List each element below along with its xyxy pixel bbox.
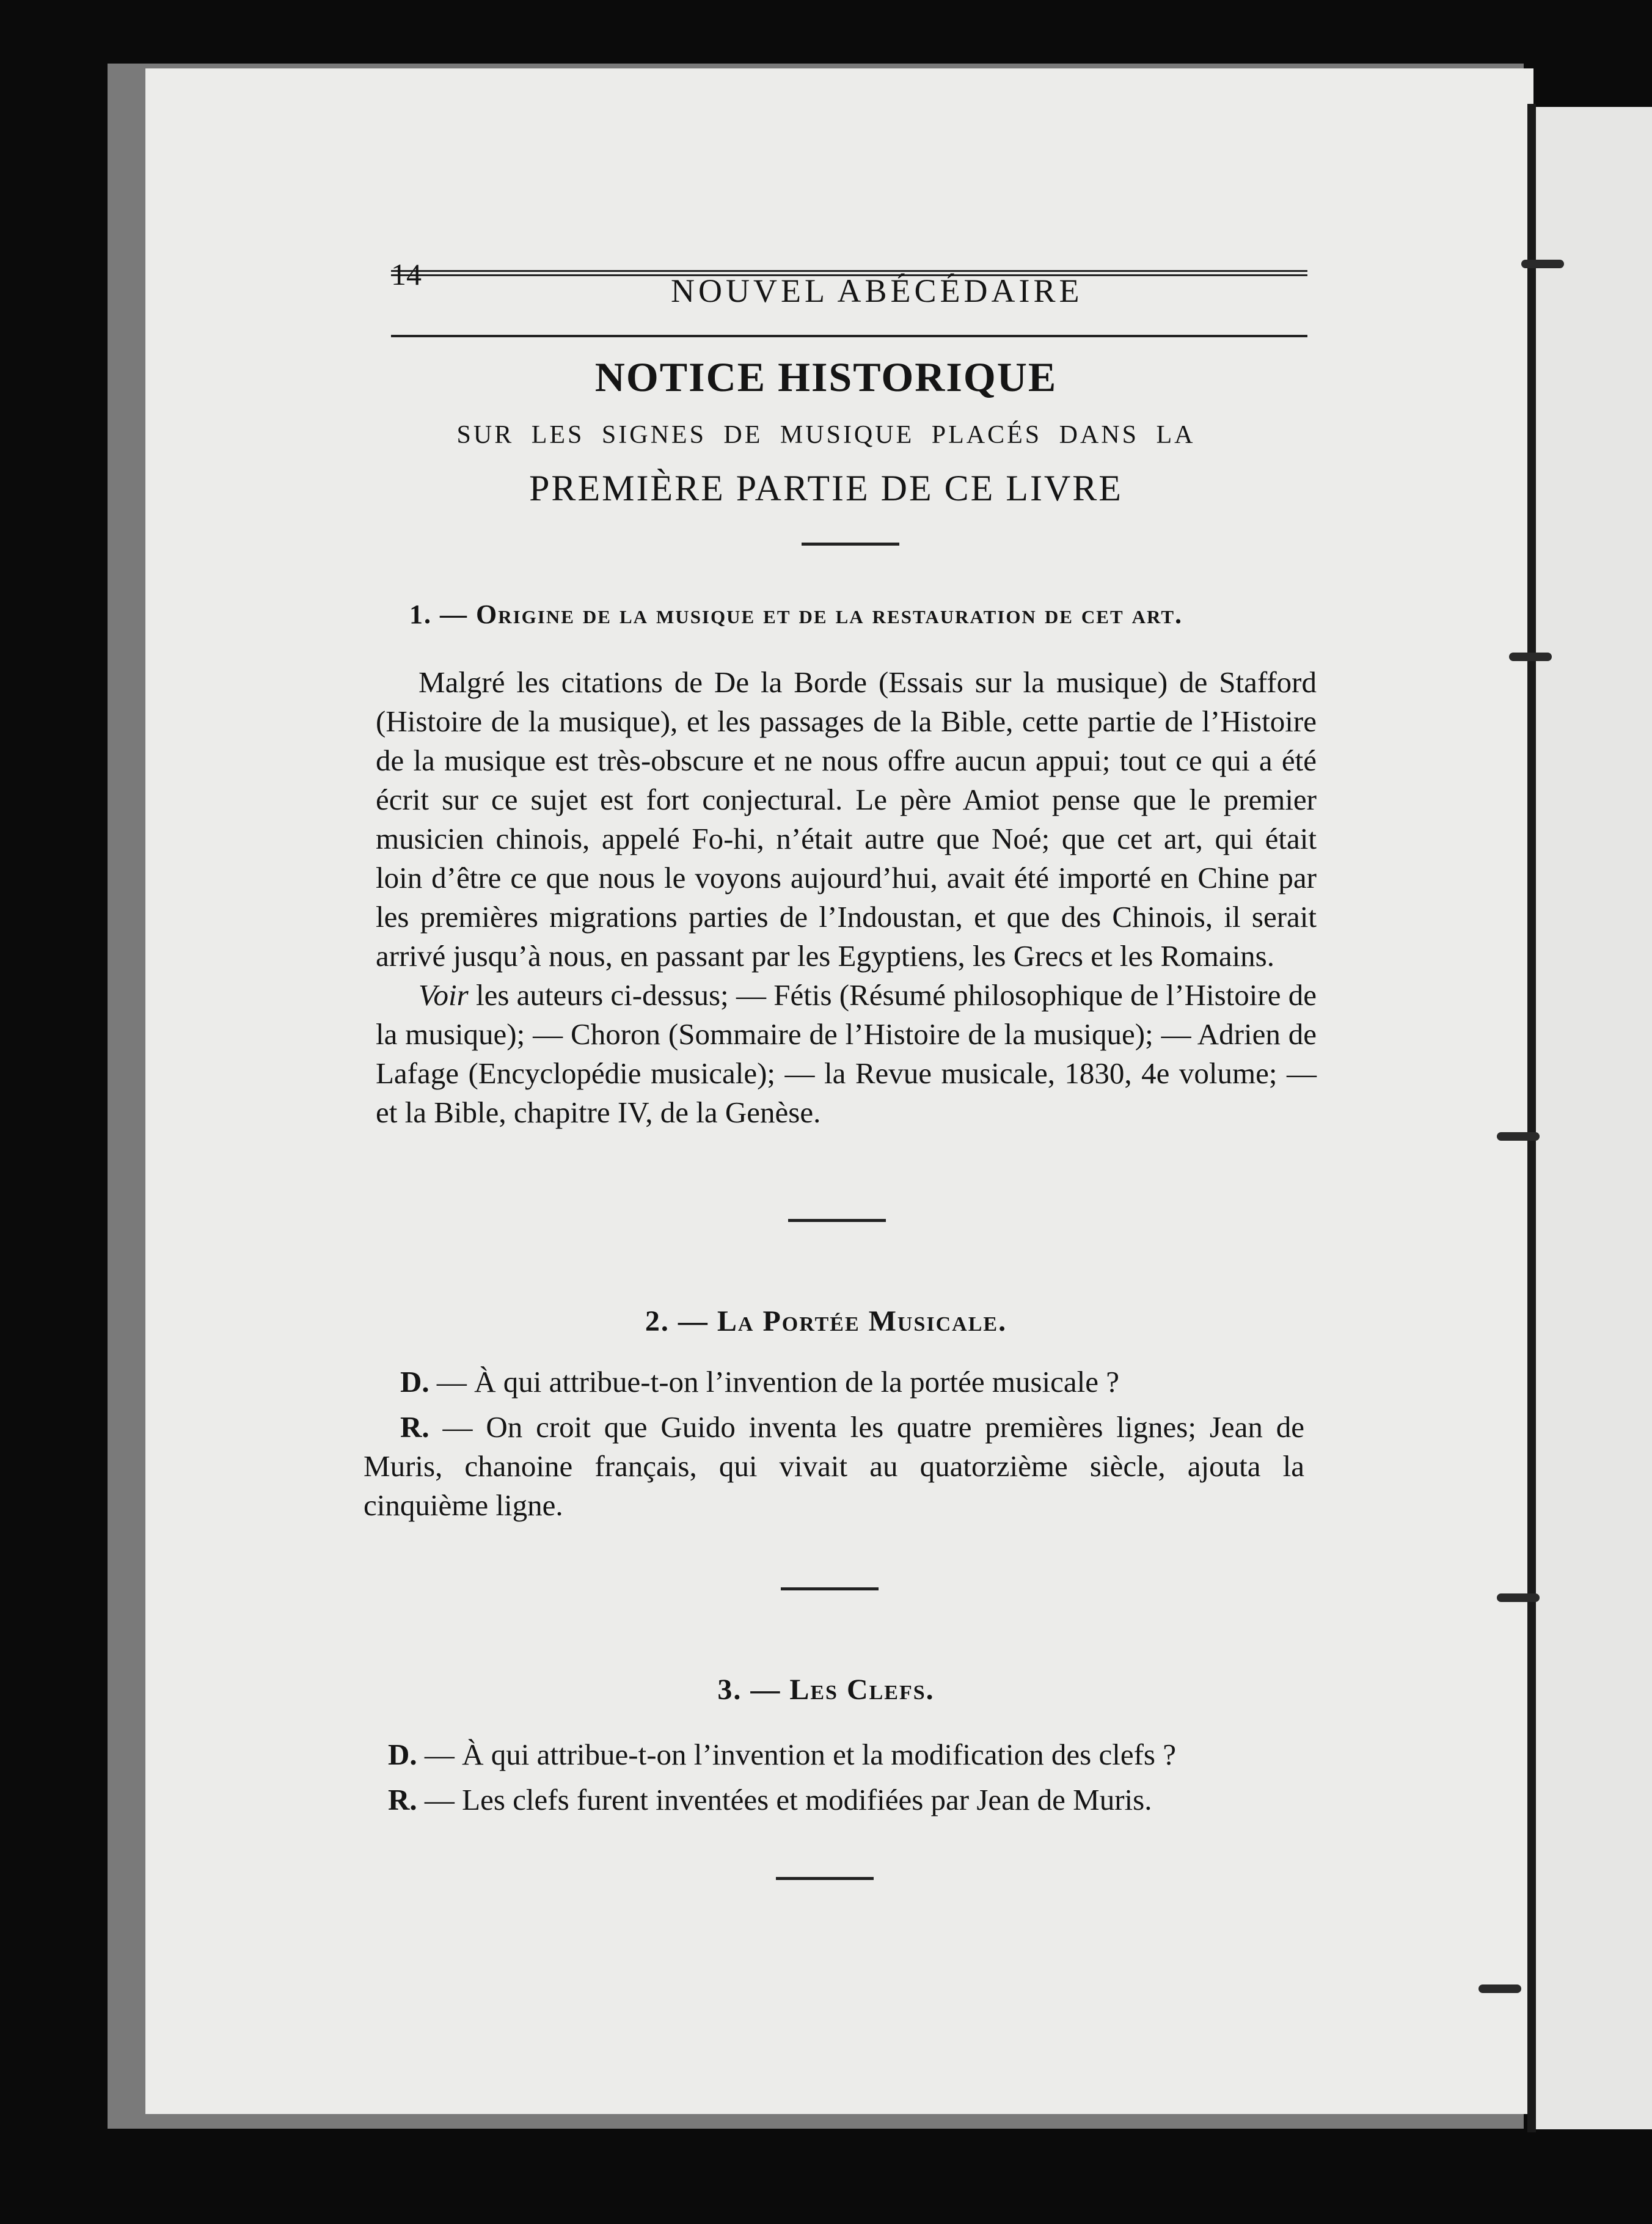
binding-stitch	[1497, 1593, 1540, 1602]
section-heading: 2. — La Portée Musicale.	[645, 1305, 1007, 1337]
section-heading: 3. — Les Clefs.	[717, 1673, 935, 1706]
question-text: — À qui attribue-t-on l’invention et la modification des clefs ?	[417, 1738, 1176, 1771]
answer-text: — Les clefs furent inventées et modifiées par Jean de Muris.	[417, 1783, 1152, 1816]
question-label: D.	[388, 1738, 417, 1771]
answer-label: R.	[388, 1783, 417, 1816]
divider	[776, 1877, 874, 1880]
paragraph-lead: Voir	[418, 978, 469, 1012]
binding-stitch	[1497, 1132, 1540, 1141]
question-answer	[364, 1363, 1304, 1531]
question	[364, 1363, 1304, 1402]
section-body	[376, 663, 1317, 1132]
question-answer	[388, 1735, 1304, 1826]
page-subtitle: PREMIÈRE PARTIE DE CE LIVRE	[529, 468, 1123, 508]
question	[388, 1735, 1304, 1774]
divider	[788, 1219, 886, 1222]
paragraph	[376, 976, 1317, 1132]
page-subtitle: SUR LES SIGNES DE MUSIQUE PLACÉS DANS LA	[456, 421, 1196, 449]
binding-stitch	[1509, 653, 1552, 661]
answer-text: — On croit que Guido inventa les quatre premières lignes; Jean de Muris, chanoine français, qui vivait au quatorzième siècle, ajouta la cinquième ligne.	[364, 1410, 1304, 1522]
divider	[802, 543, 899, 546]
header-rule	[391, 335, 1307, 337]
facing-page	[1533, 107, 1652, 2129]
paragraph-text: les auteurs ci-dessus; — Fétis (Résumé philosophique de l’Histoire de la musique); — Choron (Sommaire de l’Histoire de la musique); — Adrien de Lafage (Encyclopédie musicale); — la Revue musicale, 1830, 4e volume; — et la Bible, chapitre IV, de la Genèse.	[376, 978, 1317, 1129]
binding-stitch	[1521, 260, 1564, 268]
running-head: NOUVEL ABÉCÉDAIRE	[671, 273, 1083, 309]
page-number: 14	[391, 257, 422, 291]
divider	[781, 1587, 879, 1590]
paragraph: Malgré les citations de De la Borde (Essais sur la musique) de Stafford (Histoire de la musique), et les passages de la Bible, cette partie de l’Histoire de la musique est très-obscure et ne nous offre aucun appui; tout ce qui a été écrit sur ce sujet est fort conjectural. Le père Amiot pense que le premier musicien chinois, appelé Fo-hi, n’était autre que Noé; que cet art, qui était loin d’être ce que nous le voyons aujourd’hui, avait été importé en Chine par les premières migrations parties de l’Indoustan, et que des Chinois, il serait arrivé jusqu’à nous, en passant par les Egyptiens, les Grecs et les Romains.	[376, 665, 1317, 973]
answer	[388, 1780, 1304, 1820]
question-label: D.	[400, 1365, 429, 1399]
page-title: NOTICE HISTORIQUE	[594, 354, 1058, 400]
question-text: — À qui attribue-t-on l’invention de la portée musicale ?	[429, 1365, 1120, 1399]
section-heading: 1. — Origine de la musique et de la restauration de cet art.	[409, 599, 1183, 629]
binding-stitch	[1478, 1984, 1521, 1993]
page-gutter	[1527, 104, 1536, 2132]
answer-label: R.	[400, 1410, 429, 1444]
answer	[364, 1408, 1304, 1525]
